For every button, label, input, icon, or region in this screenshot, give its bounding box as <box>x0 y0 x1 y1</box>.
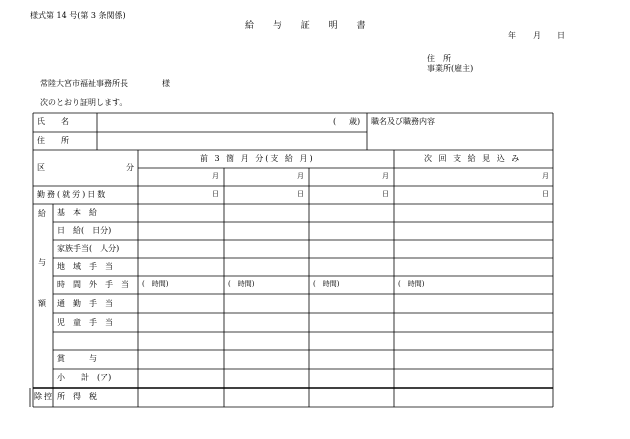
day-unit-4: 日 <box>542 190 549 198</box>
overtime-hours-1: ( 時間) <box>142 280 169 288</box>
month-unit-2: 月 <box>297 172 304 180</box>
overtime-hours-4: ( 時間) <box>398 280 425 288</box>
salary-group-char-3: 額 <box>38 299 46 308</box>
certify-text: 次のとおり証明します。 <box>40 98 128 107</box>
day-unit-3: 日 <box>382 190 389 198</box>
deduction-group-char-1: 除 <box>34 392 42 401</box>
date-year: 年 <box>508 31 516 40</box>
row-label-income-tax: 所 得 税 <box>57 392 97 401</box>
category-label-right: 分 <box>126 163 134 172</box>
employer-label: 事業所(雇主) <box>427 64 474 73</box>
row-label-daily-wage: 日 給( 日分) <box>57 226 112 235</box>
row-label-regional-allowance: 地 域 手 当 <box>57 262 113 271</box>
position-label: 職名及び職務内容 <box>371 117 435 126</box>
row-label-child: 児 童 手 当 <box>57 318 113 327</box>
row-label-bonus: 賞 与 <box>57 354 97 363</box>
overtime-hours-3: ( 時間) <box>313 280 340 288</box>
row-label-commute: 通 勤 手 当 <box>57 299 113 308</box>
past-months-header: 前 3 箇 月 分(支 給 月) <box>200 154 315 163</box>
salary-group-char-2: 与 <box>38 258 46 267</box>
overtime-hours-2: ( 時間) <box>228 280 255 288</box>
address-label: 住 所 <box>427 54 451 63</box>
category-label: 区 <box>37 163 45 172</box>
honorific: 様 <box>162 79 170 88</box>
name-label: 氏 名 <box>37 117 69 126</box>
date-month: 月 <box>533 31 541 40</box>
deduction-group-char-2: 控 <box>44 392 52 401</box>
person-address-label: 住 所 <box>37 136 69 145</box>
salary-group-char-1: 給 <box>38 209 46 218</box>
row-label-overtime: 時 間 外 手 当 <box>57 280 129 289</box>
next-payment-header: 次 回 支 給 見 込 み <box>424 154 522 163</box>
day-unit-2: 日 <box>297 190 304 198</box>
date-day: 日 <box>557 31 565 40</box>
row-label-subtotal: 小 計 (ア) <box>57 373 112 382</box>
month-unit-4: 月 <box>542 172 549 180</box>
work-days-label: 勤務(就労)日数 <box>37 190 108 199</box>
row-label-family-allowance: 家族手当( 人分) <box>57 244 120 253</box>
day-unit-1: 日 <box>212 190 219 198</box>
age-open: ( <box>333 117 337 126</box>
document-title: 給 与 証 明 書 <box>245 21 374 31</box>
month-unit-3: 月 <box>382 172 389 180</box>
addressee: 常陸大宮市福祉事務所長 <box>40 79 128 88</box>
row-label-basic-salary: 基 本 給 <box>57 208 97 217</box>
age-close: 歳) <box>349 117 361 126</box>
month-unit-1: 月 <box>212 172 219 180</box>
form-number: 様式第 14 号(第 3 条関係) <box>30 11 126 20</box>
